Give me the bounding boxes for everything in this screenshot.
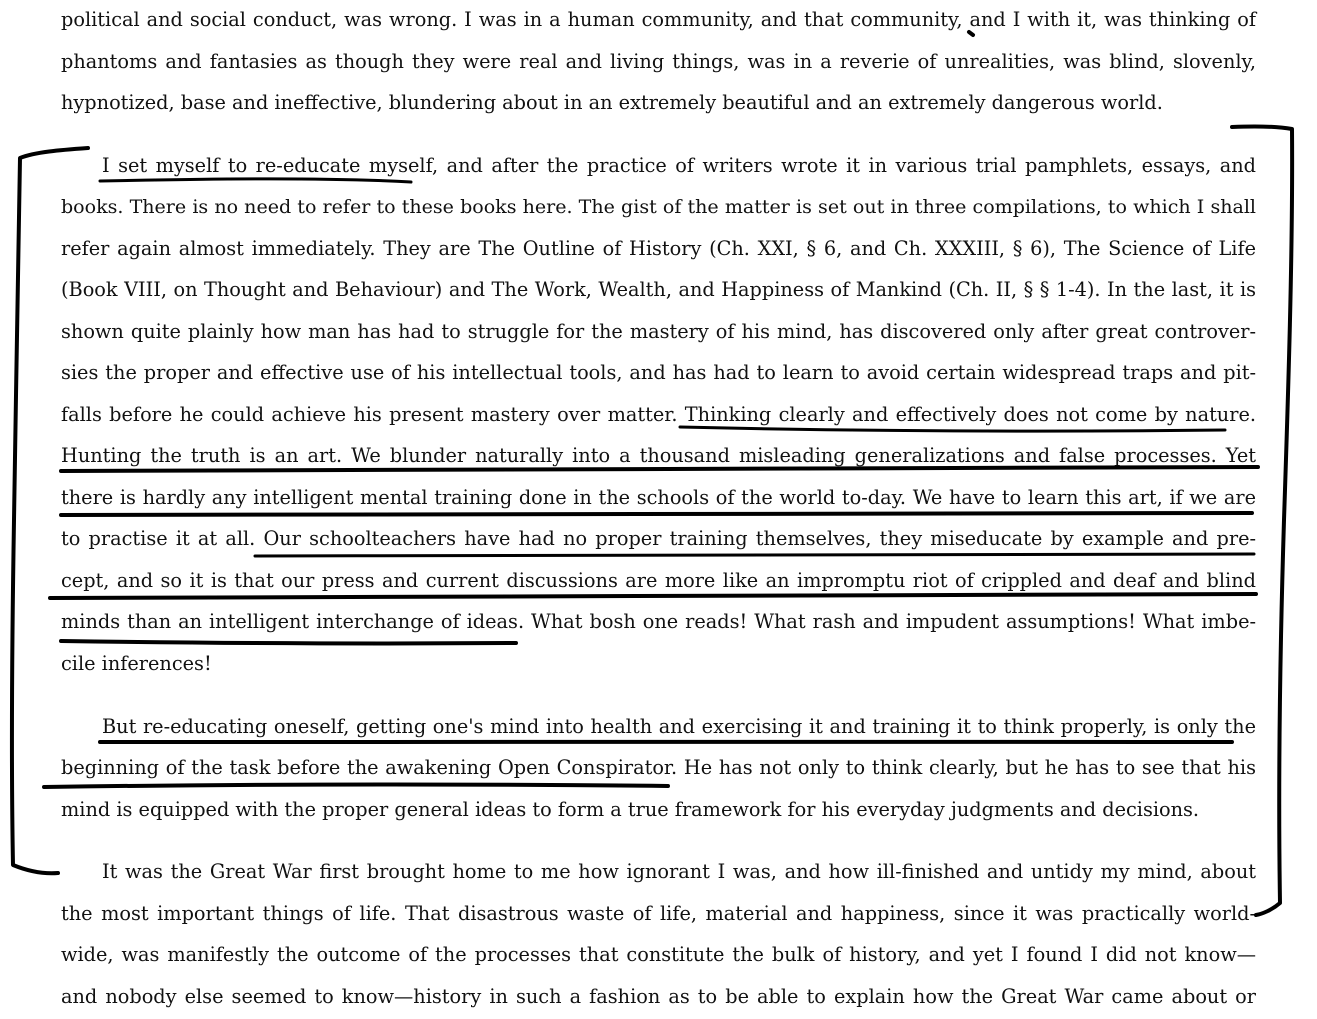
text-line: phantoms and fantasies as though they were real and living things, was in a reverie of unrealities, was blind, slovenly, — [61, 50, 1256, 73]
text-line: hypnotized, base and ineffective, blundering about in an extremely beautiful and an extremely dangerous world. — [61, 91, 1163, 114]
text-line: political and social conduct, was wrong. I was in a human community, and that community, and I with it, was thinking of — [61, 8, 1256, 31]
text-line: cile inferences! — [61, 652, 212, 675]
text-line: refer again almost immediately. They are The Outline of History (Ch. XXI, § 6, and Ch. XXXIII, § 6), The Science of Life — [61, 237, 1256, 260]
text-line: mind is equipped with the proper general ideas to form a true framework for his everyday judgments and decisions. — [61, 798, 1200, 821]
text-line: beginning of the task before the awakening Open Conspirator. He has not only to think clearly, but he has to see that his — [61, 756, 1256, 779]
text-line: wide, was manifestly the outcome of the processes that constitute the bulk of history, and yet I found I did not know— — [61, 943, 1256, 966]
underline-mark — [44, 785, 668, 787]
text-line: the most important things of life. That disastrous waste of life, material and happiness, since it was practically world- — [61, 902, 1256, 925]
underline-mark — [61, 641, 516, 643]
text-line: minds than an intelligent interchange of ideas. What bosh one reads! What rash and impudent assumptions! What imbe- — [61, 610, 1256, 633]
text-line: (Book VIII, on Thought and Behaviour) and The Work, Wealth, and Happiness of Mankind (Ch. II, § § 1-4). In the last, it is — [61, 278, 1256, 301]
text-line: books. There is no need to refer to these books here. The gist of the matter is set out in three compilations, to which I shall — [61, 196, 1256, 218]
text-line: to practise it at all. Our schoolteachers have had no proper training themselves, they miseducate by example and pre- — [61, 527, 1256, 550]
text-line: falls before he could achieve his present mastery over matter. Thinking clearly and effectively does not come by nature. — [61, 403, 1256, 426]
text-line: cept, and so it is that our press and current discussions are more like an impromptu riot of crippled and deaf and blind — [61, 569, 1256, 592]
text-line: sies the proper and effective use of his intellectual tools, and has had to learn to avoid certain widespread traps and pit- — [61, 361, 1256, 384]
underline-mark — [61, 513, 1252, 516]
text-line: shown quite plainly how man has had to struggle for the mastery of his mind, has discovered only after great controver- — [61, 320, 1256, 343]
text-line: there is hardly any intelligent mental training done in the schools of the world to-day. We have to learn this art, if we are — [61, 486, 1256, 509]
text-line: It was the Great War first brought home to me how ignorant I was, and how ill-finished and untidy my mind, about — [102, 860, 1256, 883]
text-line: and nobody else seemed to know—history in such a fashion as to be able to explain how the Great War came about or — [61, 985, 1256, 1008]
text-line: Hunting the truth is an art. We blunder naturally into a thousand misleading generalizations and false processes. Yet — [61, 444, 1256, 467]
underline-mark — [255, 554, 1254, 556]
text-line: But re-educating oneself, getting one's mind into health and exercising it and training it to think properly, is only the — [102, 715, 1256, 738]
text-line: I set myself to re-educate myself, and after the practice of writers wrote it in various trial pamphlets, essays, and — [102, 154, 1256, 177]
